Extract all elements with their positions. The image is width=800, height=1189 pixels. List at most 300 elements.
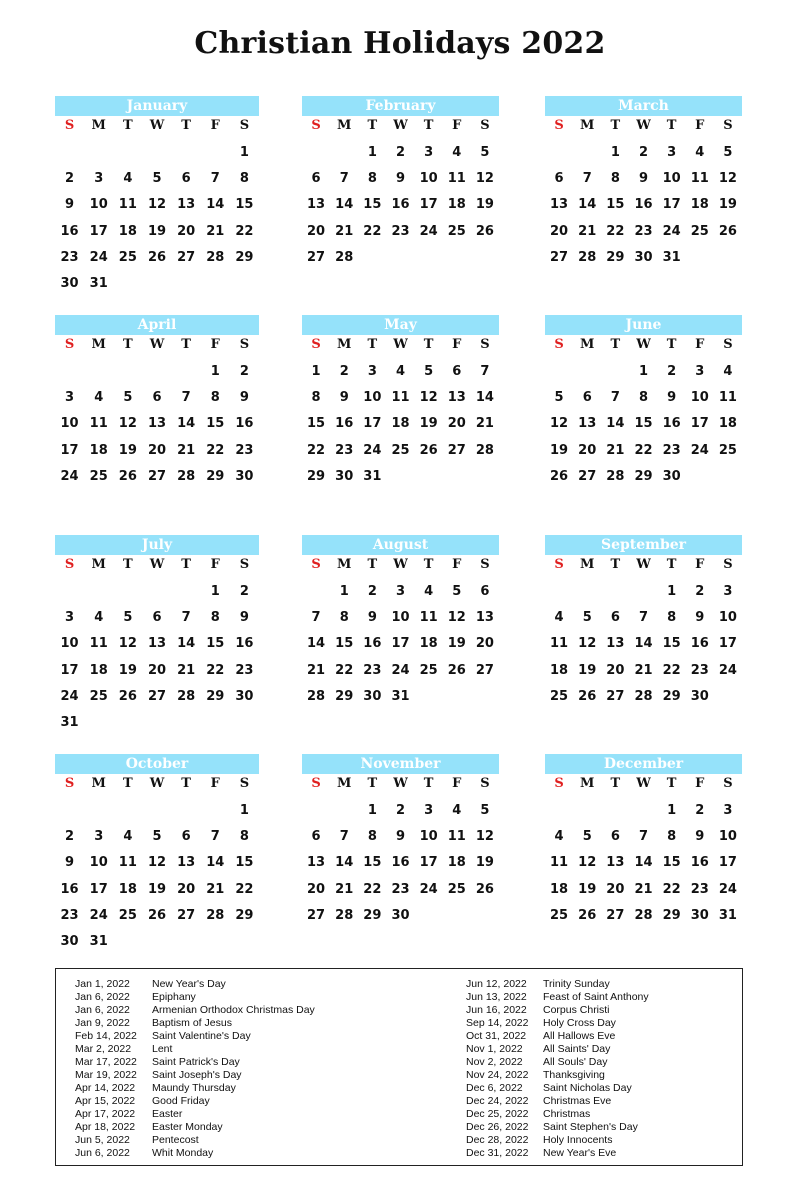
day-cell: 19 — [578, 881, 597, 897]
day-cell: 10 — [89, 197, 108, 213]
day-cell: 26 — [147, 249, 167, 265]
weekday-label: T — [181, 118, 191, 133]
weekday-label: M — [580, 118, 595, 133]
day-cell: 7 — [339, 829, 349, 845]
day-cell: 17 — [662, 197, 681, 213]
day-cell: 18 — [690, 197, 709, 213]
day-cell: 29 — [235, 907, 254, 923]
day-cell: 18 — [89, 662, 108, 678]
day-cell: 7 — [610, 390, 620, 406]
day-cell: 21 — [177, 662, 196, 678]
day-cell: 31 — [89, 275, 108, 291]
day-cell: 14 — [634, 636, 653, 652]
day-cell — [142, 140, 171, 166]
day-cell: 26 — [578, 907, 597, 923]
day-cell: 14 — [177, 416, 196, 432]
weekday-label: W — [393, 776, 408, 791]
week-row — [545, 658, 742, 684]
weekday-label: F — [695, 776, 705, 791]
day-cell: 19 — [118, 442, 137, 458]
weekday-label: T — [666, 337, 677, 352]
week-row — [302, 166, 499, 192]
day-cell: 13 — [147, 416, 167, 432]
day-cell: 24 — [718, 881, 737, 897]
weekday-label: S — [554, 557, 564, 572]
week-row — [302, 798, 499, 824]
holiday-date: Feb 14, 2022 — [75, 1030, 137, 1042]
week-row — [302, 631, 499, 657]
day-cell: 16 — [363, 636, 382, 652]
day-cell: 26 — [475, 881, 494, 897]
day-cell: 4 — [554, 610, 564, 626]
day-cell — [415, 464, 443, 490]
weekday-label: S — [554, 776, 564, 791]
day-cell: 23 — [60, 907, 79, 923]
day-cell: 22 — [235, 881, 254, 897]
day-cell: 8 — [638, 390, 649, 406]
week-row — [302, 245, 499, 271]
day-cell: 22 — [307, 442, 326, 458]
day-cell: 13 — [550, 197, 569, 213]
month-weeks — [302, 798, 499, 929]
day-cell: 27 — [606, 907, 625, 923]
month-weeks — [55, 579, 259, 736]
day-cell: 25 — [419, 662, 438, 678]
day-cell: 1 — [210, 364, 220, 379]
day-cell: 3 — [667, 145, 677, 160]
day-cell: 7 — [311, 610, 321, 626]
holiday-row — [466, 1056, 649, 1069]
day-cell — [172, 271, 201, 297]
day-cell: 25 — [550, 688, 569, 704]
weekday-label: T — [123, 337, 133, 352]
week-row — [55, 192, 259, 218]
day-cell: 4 — [554, 829, 564, 845]
day-cell: 19 — [419, 416, 438, 432]
weekday-label: F — [695, 118, 705, 133]
month-weeks — [55, 359, 259, 490]
week-row — [55, 798, 259, 824]
weekday-label: S — [554, 118, 564, 133]
day-cell: 16 — [391, 855, 410, 871]
weekday-header-row — [55, 774, 259, 794]
day-cell: 6 — [152, 390, 162, 406]
day-cell: 26 — [118, 468, 137, 484]
holiday-row — [75, 991, 315, 1004]
day-cell: 18 — [550, 662, 569, 678]
holiday-date: Mar 2, 2022 — [75, 1043, 132, 1055]
day-cell: 17 — [718, 855, 737, 871]
day-cell: 28 — [335, 907, 354, 923]
day-cell: 6 — [181, 829, 191, 845]
month-may — [302, 315, 499, 490]
holiday-date: Jan 9, 2022 — [75, 1017, 130, 1029]
weekday-label: T — [423, 557, 434, 572]
day-cell: 5 — [582, 610, 592, 626]
day-cell — [172, 579, 201, 605]
holiday-date: Jun 12, 2022 — [466, 978, 527, 990]
holiday-date: Apr 18, 2022 — [75, 1121, 136, 1133]
day-cell: 23 — [634, 223, 653, 239]
day-cell: 16 — [690, 855, 709, 871]
day-cell: 10 — [391, 610, 410, 626]
day-cell: 6 — [554, 171, 564, 187]
day-cell: 26 — [147, 907, 167, 923]
day-cell — [113, 929, 142, 955]
day-cell — [686, 464, 714, 490]
day-cell: 11 — [89, 636, 108, 652]
weekday-label: W — [149, 118, 165, 133]
day-cell: 17 — [60, 662, 79, 678]
day-cell: 10 — [89, 855, 108, 871]
holiday-row — [466, 1147, 649, 1160]
day-cell — [330, 140, 358, 166]
day-cell: 4 — [123, 829, 133, 845]
week-row — [545, 219, 742, 245]
day-cell — [415, 684, 443, 710]
day-cell: 17 — [391, 636, 410, 652]
week-row — [545, 631, 742, 657]
weekday-label: T — [181, 557, 191, 572]
day-cell — [142, 579, 171, 605]
holiday-row — [466, 1134, 649, 1147]
day-cell: 21 — [634, 881, 653, 897]
weekday-label: T — [423, 118, 434, 133]
week-row — [545, 385, 742, 411]
holiday-date: Jan 6, 2022 — [75, 1004, 130, 1016]
day-cell: 27 — [447, 442, 466, 458]
day-cell: 16 — [235, 416, 254, 432]
day-cell — [302, 579, 330, 605]
day-cell: 20 — [550, 223, 569, 239]
day-cell: 9 — [638, 171, 649, 187]
week-row — [55, 929, 259, 955]
weekday-label: F — [695, 557, 705, 572]
holiday-row — [75, 1095, 315, 1108]
day-cell: 3 — [65, 610, 75, 626]
day-cell: 28 — [578, 249, 597, 265]
weekday-label: T — [423, 337, 434, 352]
day-cell: 3 — [395, 584, 406, 599]
week-row — [302, 411, 499, 437]
weekday-label: W — [393, 557, 408, 572]
day-cell: 18 — [419, 636, 438, 652]
day-cell: 5 — [554, 390, 564, 406]
day-cell — [142, 271, 171, 297]
week-row — [55, 631, 259, 657]
month-header: April — [55, 315, 259, 335]
day-cell: 28 — [206, 907, 225, 923]
holiday-date: Dec 6, 2022 — [466, 1082, 523, 1094]
day-cell — [443, 464, 471, 490]
holiday-date: Dec 24, 2022 — [466, 1095, 529, 1107]
day-cell: 20 — [147, 662, 167, 678]
week-row — [55, 271, 259, 297]
day-cell: 2 — [239, 584, 249, 599]
day-cell — [142, 798, 171, 824]
week-row — [545, 824, 742, 850]
day-cell: 6 — [582, 390, 592, 406]
day-cell: 22 — [235, 223, 254, 239]
day-cell: 4 — [452, 803, 462, 818]
day-cell: 20 — [307, 881, 326, 897]
weekday-label: W — [636, 337, 651, 352]
month-weeks — [302, 579, 499, 710]
day-cell: 11 — [690, 171, 709, 187]
day-cell: 9 — [667, 390, 677, 406]
day-cell: 27 — [475, 662, 494, 678]
holiday-name: Christmas — [543, 1108, 591, 1120]
day-cell: 15 — [363, 855, 382, 871]
day-cell: 19 — [447, 636, 466, 652]
day-cell: 24 — [89, 907, 108, 923]
day-cell: 13 — [147, 636, 167, 652]
day-cell: 15 — [235, 197, 254, 213]
day-cell: 2 — [65, 171, 75, 187]
day-cell — [358, 245, 386, 271]
day-cell: 7 — [210, 829, 220, 845]
day-cell: 8 — [367, 829, 377, 845]
day-cell: 13 — [447, 390, 466, 406]
day-cell: 6 — [610, 829, 620, 845]
day-cell: 28 — [475, 442, 494, 458]
day-cell — [201, 929, 230, 955]
day-cell — [573, 359, 601, 385]
day-cell: 20 — [475, 636, 494, 652]
day-cell: 3 — [695, 364, 705, 379]
day-cell: 17 — [60, 442, 79, 458]
day-cell: 13 — [307, 197, 326, 213]
day-cell: 6 — [181, 171, 191, 187]
day-cell: 2 — [367, 584, 377, 599]
day-cell — [201, 710, 230, 736]
day-cell: 12 — [718, 171, 737, 187]
day-cell — [113, 710, 142, 736]
day-cell: 11 — [718, 390, 737, 406]
week-row — [545, 464, 742, 490]
holiday-name: Holy Cross Day — [543, 1017, 616, 1029]
holiday-date: Jun 5, 2022 — [75, 1134, 130, 1146]
week-row — [55, 710, 259, 736]
day-cell: 17 — [690, 416, 709, 432]
day-cell: 18 — [89, 442, 108, 458]
day-cell — [84, 798, 113, 824]
day-cell: 10 — [718, 610, 737, 626]
day-cell: 14 — [578, 197, 597, 213]
day-cell: 24 — [419, 881, 438, 897]
holiday-row — [75, 1147, 315, 1160]
holiday-date: Mar 19, 2022 — [75, 1069, 137, 1081]
day-cell: 15 — [235, 855, 254, 871]
holiday-date: Jun 6, 2022 — [75, 1147, 130, 1159]
day-cell: 23 — [335, 442, 354, 458]
day-cell — [113, 579, 142, 605]
holiday-name: Lent — [152, 1043, 173, 1055]
day-cell: 18 — [447, 197, 466, 213]
holiday-column-right — [466, 978, 649, 1160]
weekday-label: T — [423, 776, 434, 791]
weekday-label: S — [239, 118, 250, 133]
holiday-name: Holy Innocents — [543, 1134, 613, 1146]
day-cell: 27 — [147, 688, 167, 704]
day-cell: 3 — [424, 145, 434, 160]
week-row — [545, 438, 742, 464]
weekday-label: S — [311, 337, 321, 352]
weekday-label: W — [149, 337, 165, 352]
holiday-row — [75, 1082, 315, 1095]
day-cell: 15 — [634, 416, 653, 432]
week-row — [55, 140, 259, 166]
day-cell — [201, 271, 230, 297]
holiday-name: Baptism of Jesus — [152, 1017, 232, 1029]
day-cell: 18 — [118, 881, 137, 897]
weekday-header-row — [55, 116, 259, 136]
day-cell — [230, 929, 259, 955]
weekday-label: S — [239, 337, 250, 352]
day-cell — [573, 798, 601, 824]
day-cell: 2 — [239, 364, 249, 379]
week-row — [302, 877, 499, 903]
holiday-date: Dec 25, 2022 — [466, 1108, 529, 1120]
day-cell — [172, 798, 201, 824]
day-cell: 31 — [363, 468, 382, 484]
holiday-row — [75, 1069, 315, 1082]
day-cell — [55, 798, 84, 824]
week-row — [302, 824, 499, 850]
day-cell: 21 — [177, 442, 196, 458]
day-cell: 7 — [638, 610, 649, 626]
weekday-label: S — [239, 776, 250, 791]
day-cell — [330, 798, 358, 824]
holiday-date: Oct 31, 2022 — [466, 1030, 527, 1042]
day-cell: 2 — [638, 145, 649, 160]
day-cell: 10 — [419, 829, 438, 845]
day-cell — [714, 245, 742, 271]
day-cell: 20 — [447, 416, 466, 432]
month-march — [545, 96, 742, 271]
holiday-date: Jan 6, 2022 — [75, 991, 130, 1003]
day-cell — [230, 710, 259, 736]
day-cell — [201, 140, 230, 166]
day-cell — [142, 929, 171, 955]
weekday-label: S — [64, 776, 75, 791]
day-cell: 15 — [206, 636, 225, 652]
month-january — [55, 96, 259, 297]
day-cell: 16 — [60, 223, 79, 239]
weekday-label: T — [610, 118, 621, 133]
weekday-label: T — [666, 776, 677, 791]
day-cell: 19 — [118, 662, 137, 678]
day-cell: 5 — [123, 390, 133, 406]
weekday-label: S — [311, 776, 321, 791]
weekday-label: W — [636, 557, 651, 572]
holiday-name: Pentecost — [152, 1134, 199, 1146]
day-cell: 11 — [550, 636, 569, 652]
month-weeks — [545, 140, 742, 271]
week-row — [55, 359, 259, 385]
day-cell: 19 — [718, 197, 737, 213]
day-cell: 19 — [147, 223, 167, 239]
day-cell: 16 — [60, 881, 79, 897]
weekday-label: F — [452, 557, 462, 572]
holiday-name: New Year's Eve — [543, 1147, 617, 1159]
day-cell: 2 — [695, 803, 705, 818]
holiday-name: New Year's Day — [152, 978, 226, 990]
holiday-row — [466, 1004, 649, 1017]
day-cell: 22 — [634, 442, 653, 458]
weekday-label: F — [210, 776, 220, 791]
weekday-label: S — [723, 776, 733, 791]
day-cell: 12 — [578, 636, 597, 652]
month-header: November — [302, 754, 499, 774]
day-cell — [142, 359, 171, 385]
day-cell: 8 — [210, 610, 220, 626]
day-cell: 2 — [667, 364, 677, 379]
month-september — [545, 535, 742, 710]
day-cell: 11 — [118, 197, 137, 213]
weekday-label: S — [723, 337, 733, 352]
day-cell: 29 — [335, 688, 354, 704]
weekday-label: S — [239, 557, 250, 572]
day-cell: 22 — [206, 442, 225, 458]
day-cell: 27 — [550, 249, 569, 265]
weekday-label: M — [91, 557, 106, 572]
day-cell: 9 — [65, 197, 75, 213]
holiday-name: Saint Stephen's Day — [543, 1121, 638, 1133]
weekday-label: S — [554, 337, 564, 352]
day-cell: 15 — [307, 416, 326, 432]
day-cell: 11 — [89, 416, 108, 432]
day-cell: 18 — [447, 855, 466, 871]
day-cell: 21 — [475, 416, 494, 432]
holiday-row — [75, 978, 315, 991]
day-cell: 7 — [638, 829, 649, 845]
day-cell: 12 — [475, 829, 494, 845]
week-row — [302, 684, 499, 710]
week-row — [545, 579, 742, 605]
day-cell: 13 — [475, 610, 494, 626]
holiday-name: Good Friday — [152, 1095, 210, 1107]
day-cell: 3 — [723, 584, 733, 599]
month-october — [55, 754, 259, 955]
month-header: September — [545, 535, 742, 555]
day-cell: 23 — [60, 249, 79, 265]
day-cell: 6 — [152, 610, 162, 626]
day-cell: 29 — [662, 688, 681, 704]
day-cell — [545, 579, 573, 605]
day-cell: 17 — [419, 855, 438, 871]
day-cell: 12 — [578, 855, 597, 871]
day-cell — [629, 579, 657, 605]
holiday-row — [466, 1069, 649, 1082]
month-header: December — [545, 754, 742, 774]
day-cell: 9 — [239, 610, 249, 626]
day-cell: 27 — [307, 907, 326, 923]
day-cell: 5 — [480, 145, 490, 160]
holiday-name: Saint Valentine's Day — [152, 1030, 251, 1042]
day-cell: 20 — [177, 223, 196, 239]
day-cell: 22 — [662, 662, 681, 678]
weekday-header-row — [545, 335, 742, 355]
weekday-header-row — [545, 555, 742, 575]
day-cell: 30 — [60, 933, 79, 949]
day-cell: 17 — [363, 416, 382, 432]
day-cell: 15 — [335, 636, 354, 652]
day-cell — [545, 798, 573, 824]
day-cell: 18 — [550, 881, 569, 897]
holiday-date: Apr 14, 2022 — [75, 1082, 136, 1094]
day-cell: 14 — [475, 390, 494, 406]
